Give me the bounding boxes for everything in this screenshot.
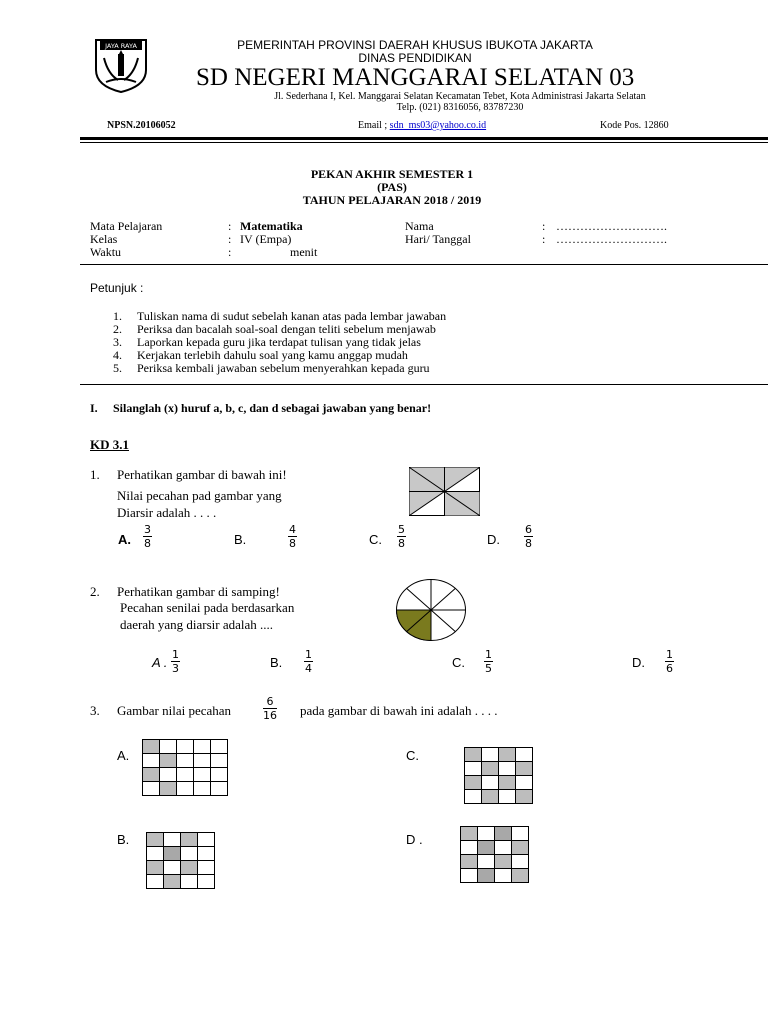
logo-text: JAYA RAYA (105, 42, 137, 50)
instruction-item: Periksa kembali jawaban sebelum menyerahkan kepada guru (137, 361, 430, 375)
q3-option-c[interactable]: C. (406, 748, 419, 763)
q2-option-c[interactable]: C. (452, 655, 465, 670)
info-divider (80, 264, 768, 265)
fraction-denominator: 3 (172, 662, 179, 675)
fraction-numerator: 1 (172, 648, 179, 661)
q1-option-a[interactable]: A. (118, 532, 131, 547)
q2-text: Perhatikan gambar di samping! (117, 584, 280, 599)
email-label: Email ; (358, 120, 388, 131)
kd-label: KD 3.1 (90, 437, 129, 452)
q3-option-c-grid (464, 747, 533, 804)
instruction-number: 1. (113, 309, 122, 323)
instruction-item: Tuliskan nama di sudut sebelah kanan atas pada lembar jawaban (137, 309, 447, 323)
instruction-number: 3. (113, 335, 122, 349)
date-label: Hari/ Tanggal (405, 232, 471, 246)
fraction-denominator: 6 (666, 662, 673, 675)
instruction-item: Kerjakan terlebih dahulu soal yang kamu anggap mudah (137, 348, 408, 362)
exam-title: PEKAN AKHIR SEMESTER 1 (310, 167, 474, 181)
q2-option-d-fraction (665, 648, 674, 675)
npsn: NPSN.20106052 (107, 120, 176, 131)
email-link[interactable]: sdn_ms03@yahoo.co.id (389, 120, 487, 131)
instruction-item: Periksa dan bacalah soal-soal dengan teliti sebelum menjawab (137, 322, 436, 336)
q1-option-d-fraction (524, 523, 533, 550)
q2-option-a[interactable]: A . (152, 655, 168, 670)
q1-text: Nilai pecahan pad gambar yang (117, 488, 282, 503)
q3-option-d-grid (460, 826, 529, 883)
q3-option-b-grid (146, 832, 215, 889)
q2-option-b-fraction (304, 648, 313, 675)
fraction-numerator: 6 (525, 523, 532, 536)
class-label: Kelas (90, 232, 118, 246)
class-value: IV (Empa) (240, 232, 292, 246)
subject-colon: : (228, 219, 232, 233)
email-row (358, 120, 486, 131)
fraction-denominator: 8 (289, 537, 296, 550)
header-government: PEMERINTAH PROVINSI DAERAH KHUSUS IBUKOTA JAKARTA (237, 38, 593, 52)
q1-text: Diarsir adalah . . . . (117, 505, 217, 520)
instruction-number: 4. (113, 348, 122, 362)
fraction-denominator: 16 (263, 709, 277, 722)
q1-option-b-fraction (288, 523, 297, 550)
fraction-denominator: 4 (305, 662, 312, 675)
exam-subtitle: (PAS) (377, 180, 407, 194)
q2-number: 2. (90, 584, 100, 599)
header-divider (80, 137, 768, 140)
school-logo (92, 36, 150, 94)
q3-number: 3. (90, 703, 100, 718)
time-label: Waktu (90, 245, 122, 259)
name-colon: : (542, 219, 546, 233)
name-field[interactable]: ………………………. (556, 219, 667, 233)
q3-option-a-grid (142, 739, 228, 796)
instruction-item: Laporkan kepada guru jika terdapat tulisan yang tidak jelas (137, 335, 421, 349)
q3-option-d[interactable]: D . (406, 832, 423, 847)
q2-text: daerah yang diarsir adalah .... (120, 617, 274, 632)
q1-text: Perhatikan gambar di bawah ini! (117, 467, 287, 482)
date-field[interactable]: ………………………. (556, 232, 667, 246)
fraction-numerator: 5 (398, 523, 405, 536)
school-address: Jl. Sederhana I, Kel. Manggarai Selatan Kecamatan Tebet, Kota Administrasi Jakarta Selatan (274, 91, 646, 102)
q3-text-before: Gambar nilai pecahan (117, 703, 232, 718)
subject-value: Matematika (240, 219, 303, 233)
fraction-numerator: 1 (305, 648, 312, 661)
q2-option-c-fraction (484, 648, 493, 675)
date-colon: : (542, 232, 546, 246)
q1-number: 1. (90, 467, 100, 482)
q2-option-a-fraction (171, 648, 180, 675)
q1-option-b[interactable]: B. (234, 532, 247, 547)
q1-option-c-fraction (397, 523, 406, 550)
fraction-numerator: 1 (485, 648, 492, 661)
fraction-denominator: 8 (398, 537, 405, 550)
instructions-divider (80, 384, 768, 385)
q3-text-after: pada gambar di bawah ini adalah . . . . (300, 703, 498, 718)
q2-circle-figure (395, 578, 467, 647)
fraction-denominator: 8 (144, 537, 151, 550)
time-colon: : (228, 245, 232, 259)
q1-option-a-fraction (143, 523, 152, 550)
q1-option-d[interactable]: D. (487, 532, 500, 547)
q2-option-b[interactable]: B. (270, 655, 283, 670)
header-department: DINAS PENDIDIKAN (358, 51, 472, 65)
instructions-heading: Petunjuk : (90, 281, 144, 295)
class-colon: : (228, 232, 232, 246)
subject-label: Mata Pelajaran (90, 219, 163, 233)
q1-square-figure (409, 467, 481, 522)
q3-option-b[interactable]: B. (117, 832, 130, 847)
school-phone: Telp. (021) 8316056, 83787230 (396, 102, 524, 113)
time-value: menit (290, 245, 318, 259)
fraction-numerator: 1 (666, 648, 673, 661)
q2-option-d[interactable]: D. (632, 655, 645, 670)
q3-fraction (263, 695, 277, 722)
fraction-numerator: 6 (263, 695, 277, 709)
fraction-denominator: 8 (525, 537, 532, 550)
postal-code: Kode Pos. 12860 (600, 120, 669, 131)
exam-year: TAHUN PELAJARAN 2018 / 2019 (302, 193, 482, 207)
fraction-numerator: 3 (144, 523, 151, 536)
school-name: SD NEGERI MANGGARAI SELATAN 03 (196, 64, 635, 91)
fraction-numerator: 4 (289, 523, 296, 536)
section-number: I. (90, 401, 98, 415)
instruction-number: 5. (113, 361, 122, 375)
q1-option-c[interactable]: C. (369, 532, 382, 547)
instruction-number: 2. (113, 322, 122, 336)
name-label: Nama (405, 219, 434, 233)
q2-text: Pecahan senilai pada berdasarkan (120, 600, 295, 615)
q3-option-a[interactable]: A. (117, 748, 130, 763)
fraction-denominator: 5 (485, 662, 492, 675)
section-heading: Silanglah (x) huruf a, b, c, dan d sebagai jawaban yang benar! (113, 401, 432, 415)
header-divider-thin (80, 142, 768, 143)
